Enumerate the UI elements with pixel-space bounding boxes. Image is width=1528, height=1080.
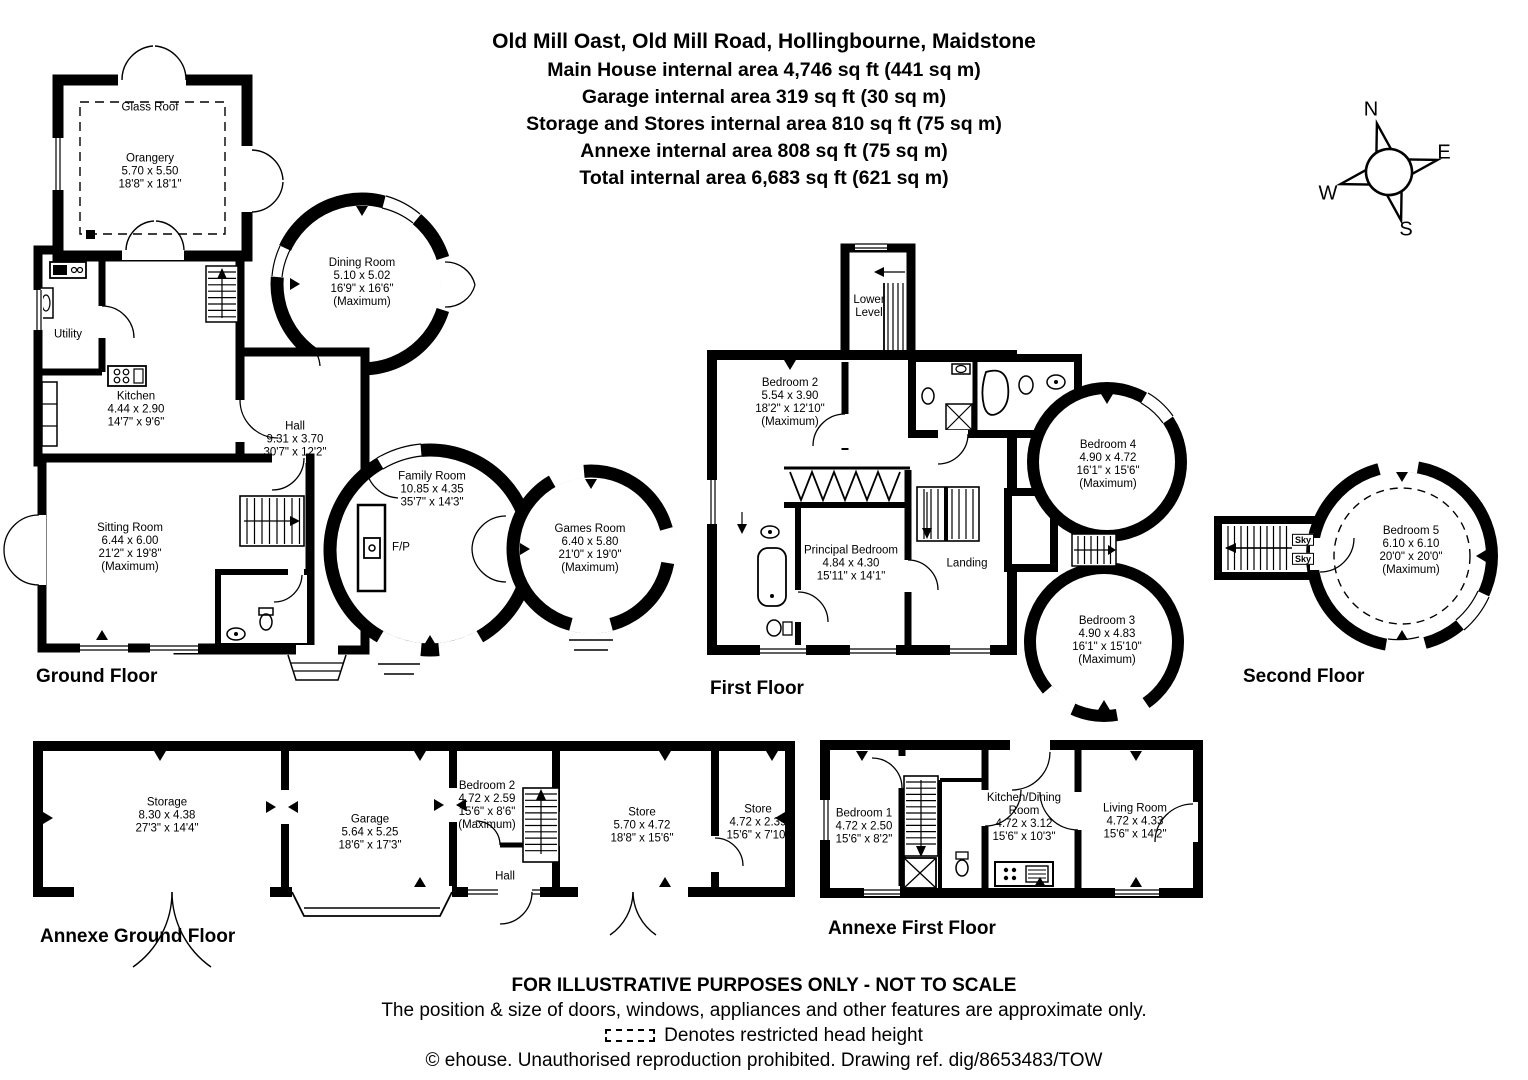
- restricted-head-height-legend: Denotes restricted head height: [0, 1025, 1528, 1047]
- wc-walls: [218, 572, 310, 646]
- room-label-store1: Store 5.70 x 4.72 18'8" x 15'6": [610, 806, 674, 845]
- restricted-head-height-key-icon: [605, 1029, 655, 1042]
- disclaimer-approximate: The position & size of doors, windows, appliances and other features are approximate only.: [381, 1000, 1147, 1021]
- compass-e-label: E: [1437, 141, 1451, 164]
- room-label-storage: Storage 8.30 x 4.38 27'3" x 14'4": [135, 796, 199, 835]
- fireplace-label: F/P: [392, 541, 410, 554]
- second-floor-plan: [1218, 466, 1492, 647]
- room-label-garage: Garage 5.64 x 5.25 18'6" x 17'3": [338, 813, 402, 852]
- room-label-orangery: Orangery 5.70 x 5.50 18'8" x 18'1": [118, 152, 182, 191]
- compass-s-label: S: [1399, 218, 1413, 241]
- room-label-utility: Utility: [53, 328, 83, 341]
- room-label-annexe-hall: Hall: [495, 870, 515, 883]
- room-label-family-room: Family Room 10.85 x 4.35 35'7" x 14'3": [398, 470, 466, 509]
- room-label-bedroom5: Bedroom 5 6.10 x 6.10 20'0" x 20'0" (Maximum): [1379, 524, 1443, 577]
- room-label-annexe-bedroom2: Bedroom 2 4.72 x 2.59 15'6" x 8'6" (Maximum): [458, 779, 516, 832]
- room-label-annexe-bedroom1: Bedroom 1 4.72 x 2.50 15'6" x 8'2": [835, 807, 893, 846]
- room-label-dining-room: Dining Room 5.10 x 5.02 16'9" x 16'6" (Maximum): [328, 256, 396, 309]
- room-label-kitchen-dining: Kitchen/Dining Room 4.72 x 3.12 15'6" x 10'3": [986, 791, 1062, 844]
- area-total: Total internal area 6,683 sq ft (621 sq m): [579, 167, 949, 189]
- property-address: Old Mill Oast, Old Mill Road, Hollingbourne, Maidstone: [492, 30, 1036, 53]
- room-label-hall: Hall 9.31 x 3.70 30'7" x 12'2": [263, 420, 327, 459]
- annexe-ground-floor-label: Annexe Ground Floor: [40, 926, 236, 947]
- room-label-living-room: Living Room 4.72 x 4.33 15'6" x 14'2": [1103, 802, 1167, 841]
- room-label-bedroom2: Bedroom 2 5.54 x 3.90 18'2" x 12'10" (Maximum): [755, 376, 825, 429]
- room-label-games-room: Games Room 6.40 x 5.80 21'0" x 19'0" (Maximum): [554, 522, 626, 575]
- second-floor-label: Second Floor: [1243, 666, 1365, 687]
- area-main-house: Main House internal area 4,746 sq ft (441 sq m): [547, 59, 981, 81]
- disclaimer-scale: FOR ILLUSTRATIVE PURPOSES ONLY - NOT TO SCALE: [511, 975, 1017, 996]
- skylight-label-2: Sky: [1292, 553, 1314, 565]
- first-floor-label: First Floor: [710, 678, 804, 699]
- room-label-bedroom4: Bedroom 4 4.90 x 4.72 16'1" x 15'6" (Maximum): [1076, 438, 1140, 491]
- lower-level-label: Lower Level: [853, 293, 885, 319]
- ground-floor-label: Ground Floor: [36, 666, 158, 687]
- glass-roof-label: Glass Roof: [121, 101, 179, 114]
- room-label-sitting-room: Sitting Room 6.44 x 6.00 21'2" x 19'8" (Maximum): [97, 521, 163, 574]
- room-label-landing: Landing: [946, 557, 988, 570]
- room-label-bedroom3: Bedroom 3 4.90 x 4.83 16'1" x 15'10" (Maximum): [1072, 614, 1142, 667]
- room-label-store2: Store 4.72 x 2.39 15'6" x 7'10": [726, 803, 790, 842]
- area-storage: Storage and Stores internal area 810 sq ft (75 sq m): [526, 113, 1002, 135]
- compass-w-label: W: [1318, 182, 1338, 205]
- compass-n-label: N: [1363, 98, 1379, 121]
- fireplace: [358, 505, 385, 591]
- room-label-principal-bedroom: Principal Bedroom 4.84 x 4.30 15'11" x 14'1": [804, 544, 898, 583]
- skylight-label-1: Sky: [1292, 534, 1314, 546]
- area-garage: Garage internal area 319 sq ft (30 sq m): [581, 86, 947, 108]
- disclaimer-block: [0, 972, 1528, 1072]
- area-annexe: Annexe internal area 808 sq ft (75 sq m): [580, 140, 948, 162]
- annexe-first-floor-label: Annexe First Floor: [828, 918, 996, 939]
- copyright-line: © ehouse. Unauthorised reproduction prohibited. Drawing ref. dig/8653483/TOW: [425, 1050, 1103, 1071]
- title-block: [0, 30, 1528, 190]
- room-label-kitchen: Kitchen 4.44 x 2.90 14'7" x 9'6": [107, 390, 165, 429]
